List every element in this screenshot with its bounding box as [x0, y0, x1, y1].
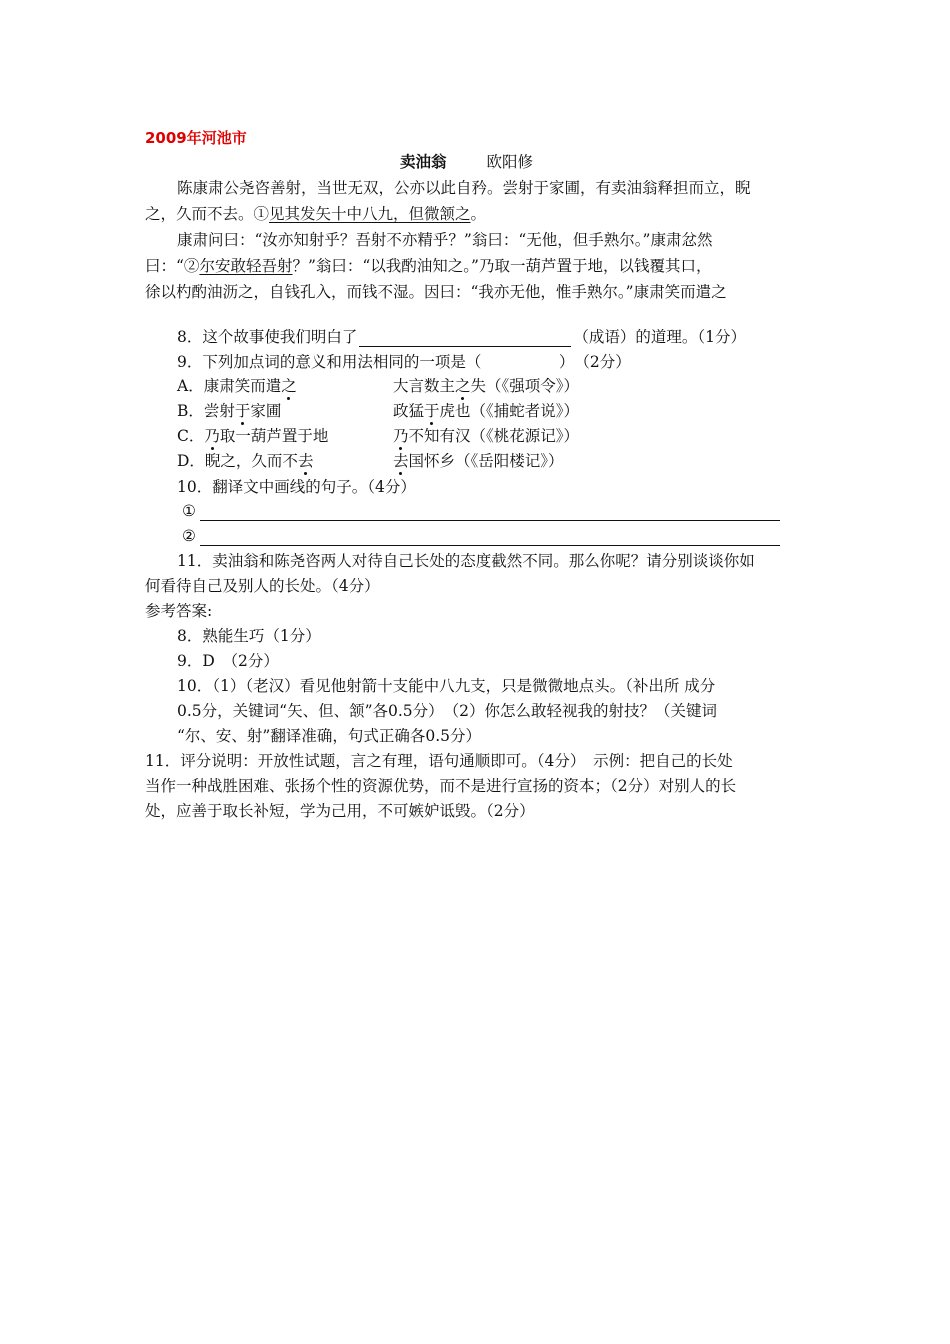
- option-text: 国怀乡（《岳阳楼记》）: [408, 452, 564, 470]
- option-text: 不知有汉（《桃花源记》）: [408, 427, 580, 445]
- question-9: 9．下列加点词的意义和用法相同的一项是（ ） （2分）: [177, 353, 631, 371]
- answer-11-line3: 处，应善于取长补短，学为己用，不可嫉妒诋毁。（2分）: [145, 802, 535, 820]
- question-10: 10．翻译文中画线的句子。（4分）: [177, 478, 416, 496]
- answers-heading: 参考答案:: [145, 602, 213, 620]
- passage-author: 欧阳修: [486, 153, 534, 171]
- answer-10-line2: 0.5分，关键词“矢、但、颔”各0.5分） （2）你怎么敢轻视我的射技？（关键词: [177, 702, 718, 720]
- q9-option-a: [177, 376, 579, 396]
- answer-marker: ①: [182, 502, 196, 520]
- option-text: 政猛: [393, 402, 425, 420]
- option-text: 家圃: [250, 402, 282, 420]
- answer-10-line1: 10．（1）（老汉）看见他射箭十支能中八九支，只是微微地点头。（补出所 成分: [177, 677, 716, 695]
- passage-text: 。: [470, 205, 487, 223]
- passage-p2-line1: 康肃问曰：“汝亦知射乎？吾射不亦精乎？”翁曰：“无他，但手熟尔。”康肃忿然: [177, 231, 713, 249]
- option-text: 虎也（《捕蛇者说》）: [439, 402, 580, 420]
- dotted-word: 乃: [204, 427, 220, 445]
- passage-title-line: [400, 152, 533, 172]
- q9-option-b: [177, 401, 579, 421]
- question-text: 8．这个故事使我们明白了: [177, 328, 358, 346]
- dotted-word: 于: [234, 402, 251, 420]
- dotted-word: 之: [281, 377, 297, 395]
- dotted-word: 于: [424, 402, 440, 420]
- answer-blank[interactable]: [200, 503, 780, 521]
- passage-text: 之，久而不去。①: [145, 205, 270, 223]
- answer-10-line3: “尔、安、射”翻译准确，句式正确各0.5分）: [177, 727, 481, 745]
- dotted-word: 乃: [393, 427, 409, 445]
- exam-header: 2009年河池市: [145, 129, 247, 147]
- answer-8: 8．熟能生巧（1分）: [177, 627, 321, 645]
- question-11-line1: 11．卖油翁和陈尧咨两人对待自己长处的态度截然不同。那么你呢？请分别谈谈你如: [177, 552, 755, 570]
- q9-option-d: [177, 451, 564, 471]
- passage-text: ？”翁曰：“以我酌油知之。”乃取一葫芦置于地，以钱覆其口，: [292, 257, 712, 275]
- option-text: B．尝射: [177, 402, 235, 420]
- passage-p1-line1: 陈康肃公尧咨善射，当世无双，公亦以此自矜。尝射于家圃，有卖油翁释担而立，睨: [177, 179, 751, 197]
- answer-11-line2: 当作一种战胜困难、张扬个性的资源优势，而不是进行宣扬的资本；（2分）对别人的长: [145, 777, 737, 795]
- dotted-word: 去: [393, 452, 409, 470]
- question-11-line2: 何看待自己及别人的长处。（4分）: [145, 577, 380, 595]
- question-8: [177, 327, 746, 347]
- q10-answer-line-1: [182, 501, 780, 521]
- underlined-sentence-2: 尔安敢轻吾射: [199, 257, 293, 275]
- option-text: 失（《强项令》）: [470, 377, 580, 395]
- passage-title: 卖油翁: [400, 153, 447, 171]
- passage-p1-line2: [145, 204, 486, 224]
- option-text: 大言数主: [393, 377, 456, 395]
- option-text: C．: [177, 427, 205, 445]
- answer-9: 9．D （2分）: [177, 652, 279, 670]
- passage-p2-line3: 徐以杓酌油沥之，自钱孔入，而钱不湿。因曰：“我亦无他，惟手熟尔。”康肃笑而遣之: [145, 283, 727, 301]
- answer-blank[interactable]: [200, 528, 780, 546]
- answer-11-line1: 11．评分说明：开放性试题，言之有理，语句通顺即可。（4分） 示例：把自己的长处: [145, 752, 733, 770]
- option-text: 取一葫芦置于地: [219, 427, 329, 445]
- answer-marker: ②: [182, 527, 196, 545]
- underlined-sentence-1: 见其发矢十中八九，但微颔之: [269, 205, 471, 223]
- q10-answer-line-2: [182, 526, 780, 546]
- option-text: D．睨之，久而不: [177, 452, 298, 470]
- passage-text: 曰：“②: [145, 257, 200, 275]
- question-text: （成语）的道理。（1分）: [573, 328, 746, 346]
- answer-blank[interactable]: [359, 330, 571, 347]
- option-text: A．康肃笑而遣: [177, 377, 282, 395]
- dotted-word: 去: [297, 452, 314, 470]
- passage-p2-line2: [145, 256, 711, 276]
- q9-option-c: [177, 426, 579, 446]
- dotted-word: 之: [455, 377, 471, 395]
